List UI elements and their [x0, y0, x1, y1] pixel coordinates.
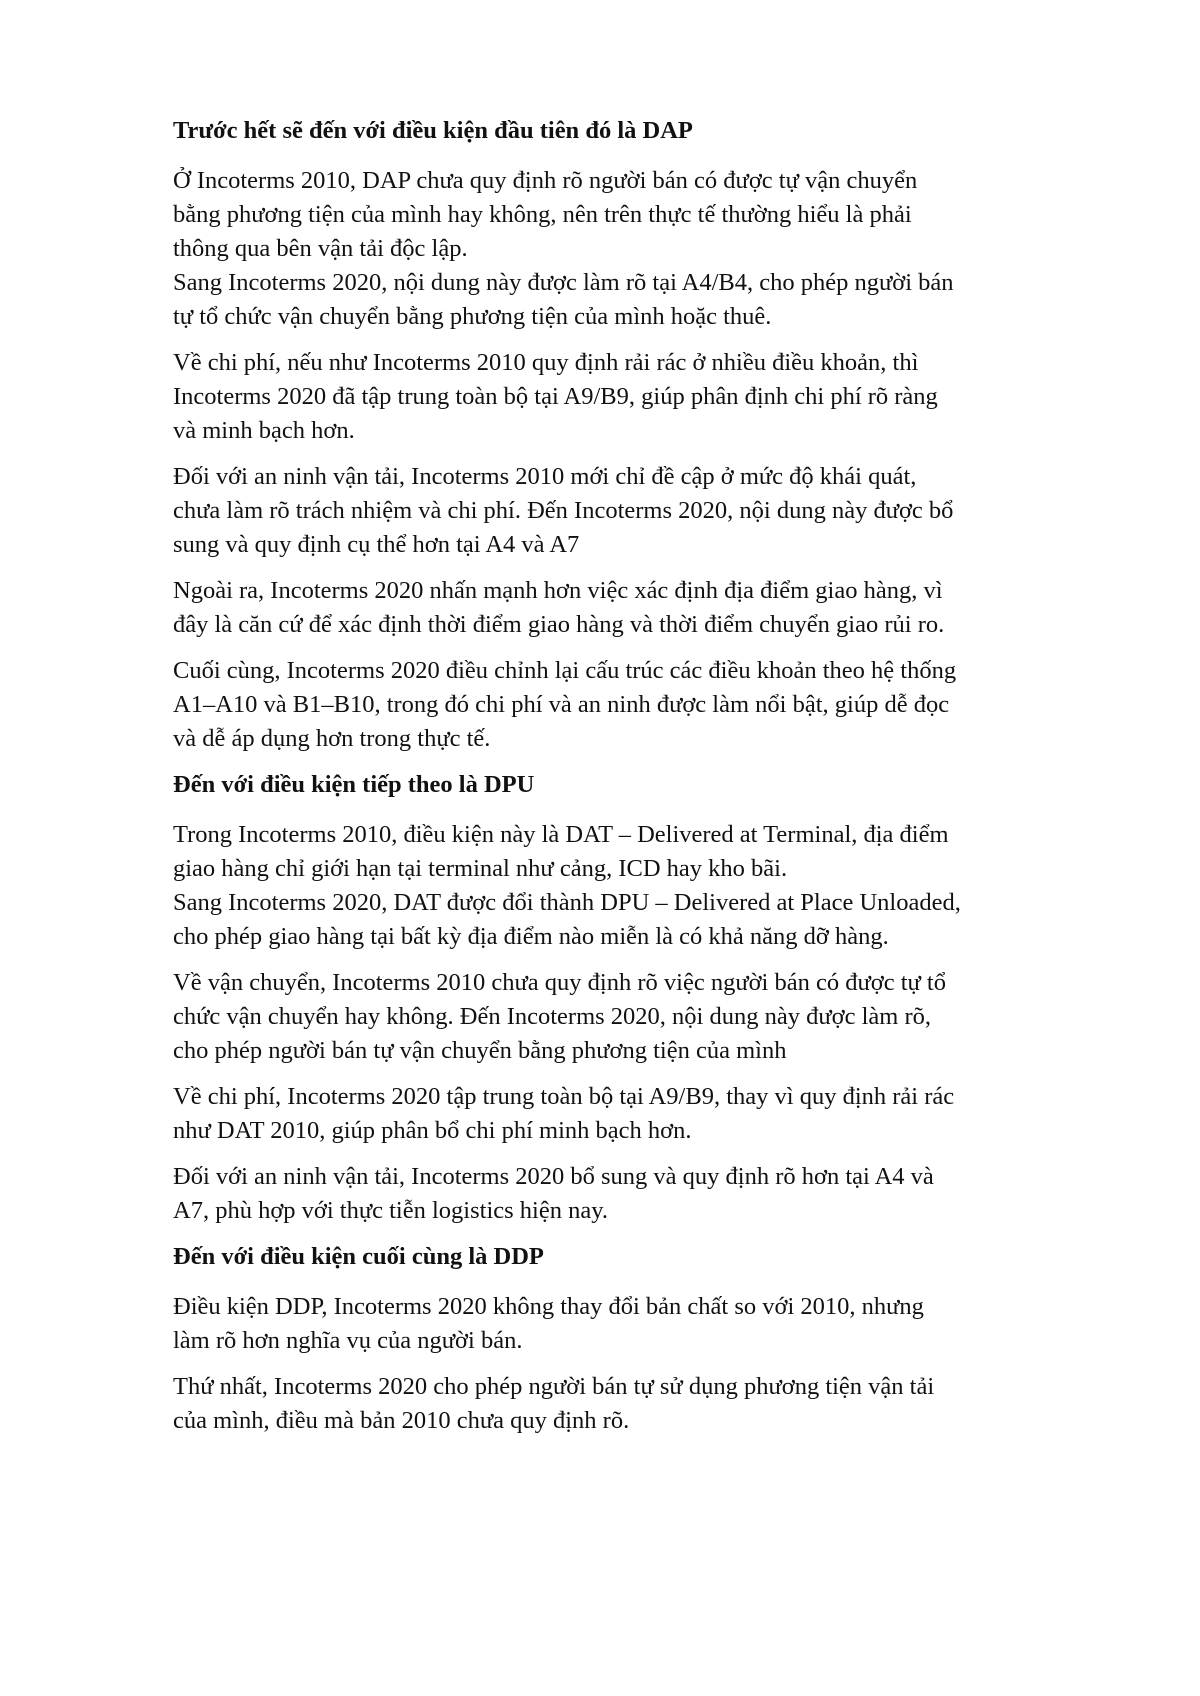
text-line: sung và quy định cụ thể hơn tại A4 và A7: [173, 531, 580, 558]
text-line: Thứ nhất, Incoterms 2020 cho phép người bán tự sử dụng phương tiện vận tải: [173, 1373, 935, 1400]
text-line: và minh bạch hơn.: [173, 417, 355, 444]
text-line: Trong Incoterms 2010, điều kiện này là DAT – Delivered at Terminal, địa điểm: [173, 821, 949, 848]
paragraph: [173, 574, 1093, 642]
text-line: Sang Incoterms 2020, nội dung này được làm rõ tại A4/B4, cho phép người bán: [173, 269, 954, 296]
paragraph: [173, 654, 1093, 756]
text-line: chưa làm rõ trách nhiệm và chi phí. Đến Incoterms 2020, nội dung này được bổ: [173, 497, 954, 524]
paragraph: [173, 966, 1093, 1068]
text-line: Sang Incoterms 2020, DAT được đổi thành DPU – Delivered at Place Unloaded,: [173, 889, 961, 916]
document-page: [173, 114, 1093, 1450]
text-line: thông qua bên vận tải độc lập.: [173, 235, 468, 262]
section-heading: [173, 1240, 1093, 1274]
paragraph: [173, 1290, 1093, 1358]
text-line: đây là căn cứ để xác định thời điểm giao hàng và thời điểm chuyển giao rủi ro.: [173, 611, 945, 638]
text-line: Điều kiện DDP, Incoterms 2020 không thay đổi bản chất so với 2010, nhưng: [173, 1293, 924, 1320]
text-line: làm rõ hơn nghĩa vụ của người bán.: [173, 1327, 523, 1354]
text-line: Ngoài ra, Incoterms 2020 nhấn mạnh hơn việc xác định địa điểm giao hàng, vì: [173, 577, 943, 604]
text-line: Trước hết sẽ đến với điều kiện đầu tiên đó là DAP: [173, 117, 693, 144]
section-heading: [173, 768, 1093, 802]
text-line: Cuối cùng, Incoterms 2020 điều chỉnh lại cấu trúc các điều khoản theo hệ thống: [173, 657, 957, 684]
text-line: của mình, điều mà bản 2010 chưa quy định rõ.: [173, 1407, 630, 1434]
text-line: Về chi phí, nếu như Incoterms 2010 quy định rải rác ở nhiều điều khoản, thì: [173, 349, 919, 376]
text-line: Ở Incoterms 2010, DAP chưa quy định rõ người bán có được tự vận chuyển: [173, 167, 918, 194]
text-line: Incoterms 2020 đã tập trung toàn bộ tại A9/B9, giúp phân định chi phí rõ ràng: [173, 383, 938, 410]
text-line: và dễ áp dụng hơn trong thực tế.: [173, 725, 491, 752]
text-line: A7, phù hợp với thực tiễn logistics hiện nay.: [173, 1197, 608, 1224]
text-line: Đến với điều kiện cuối cùng là DDP: [173, 1243, 544, 1270]
section-heading: [173, 114, 1093, 148]
text-line: Về chi phí, Incoterms 2020 tập trung toàn bộ tại A9/B9, thay vì quy định rải rác: [173, 1083, 955, 1110]
paragraph: [173, 1370, 1093, 1438]
text-line: Về vận chuyển, Incoterms 2010 chưa quy định rõ việc người bán có được tự tổ: [173, 969, 946, 996]
paragraph: [173, 346, 1093, 448]
text-line: Đối với an ninh vận tải, Incoterms 2020 bổ sung và quy định rõ hơn tại A4 và: [173, 1163, 934, 1190]
text-line: cho phép người bán tự vận chuyển bằng phương tiện của mình: [173, 1037, 787, 1064]
text-line: Đối với an ninh vận tải, Incoterms 2010 mới chỉ đề cập ở mức độ khái quát,: [173, 463, 917, 490]
text-line: chức vận chuyển hay không. Đến Incoterms 2020, nội dung này được làm rõ,: [173, 1003, 931, 1030]
paragraph: [173, 460, 1093, 562]
paragraph: [173, 1160, 1093, 1228]
text-line: Đến với điều kiện tiếp theo là DPU: [173, 771, 535, 798]
text-line: A1–A10 và B1–B10, trong đó chi phí và an ninh được làm nổi bật, giúp dễ đọc: [173, 691, 950, 718]
text-line: cho phép giao hàng tại bất kỳ địa điểm nào miễn là có khả năng dỡ hàng.: [173, 923, 889, 950]
text-line: tự tổ chức vận chuyển bằng phương tiện của mình hoặc thuê.: [173, 303, 772, 330]
text-line: giao hàng chỉ giới hạn tại terminal như cảng, ICD hay kho bãi.: [173, 855, 788, 882]
paragraph: [173, 818, 1093, 954]
text-line: bằng phương tiện của mình hay không, nên trên thực tế thường hiểu là phải: [173, 201, 912, 228]
paragraph: [173, 1080, 1093, 1148]
paragraph: [173, 164, 1093, 334]
text-line: như DAT 2010, giúp phân bổ chi phí minh bạch hơn.: [173, 1117, 692, 1144]
